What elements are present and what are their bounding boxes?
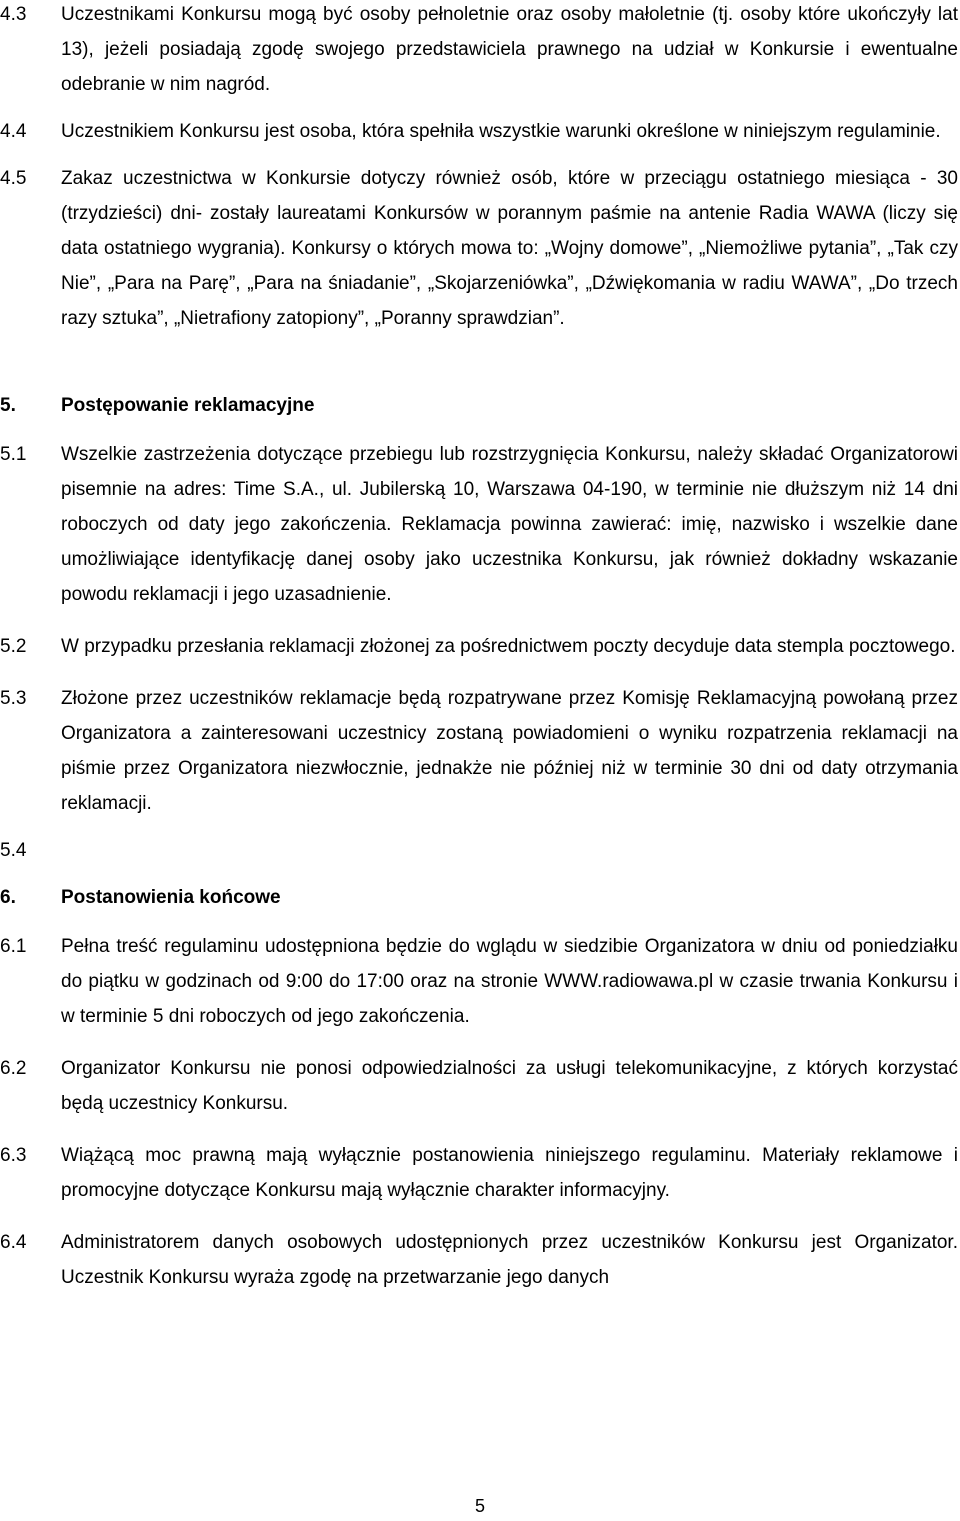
clause-6-1 [0,929,960,1034]
section-number: 6. [0,887,16,908]
clause-number: 4.5 [0,168,27,189]
section-heading-6 [0,880,960,915]
section-number: 5. [0,395,16,416]
clause-number: 5.2 [0,636,27,657]
clause-number: 6.3 [0,1145,27,1166]
clause-number: 6.1 [0,936,27,957]
clause-number: 5.3 [0,688,27,709]
clause-text: Zakaz uczestnictwa w Konkursie dotyczy również osób, które w przeciągu ostatniego miesiąca - 30 (trzydzieści) dni- zostały laureatami Konkursów w porannym paśmie na antenie Radia WAWA (liczy się data ostatniego wygrania). Konkursy o których mowa to: „Wojny domowe”, „Niemożliwe pytania”, „Tak czy Nie”, „Para na Parę”, „Para na śniadanie”, „Skojarzeniówka”, „Dźwiękomania w radiu WAWA”, „Do trzech razy sztuka”, „Nietrafiony zatopiony”, „Poranny sprawdzian”. [61,168,958,329]
clause-5-1 [0,437,960,612]
clause-number: 4.3 [0,4,27,25]
section-title: Postępowanie reklamacyjne [61,395,315,416]
clause-text: Złożone przez uczestników reklamacje będą rozpatrywane przez Komisję Reklamacyjną powołaną przez Organizatora a zainteresowani uczestnicy zostaną powiadomieni o wyniku rozpatrzenia reklamacji na piśmie przez Organizatora niezwłocznie, jednakże nie później niż w terminie 30 dni od daty otrzymania reklamacji. [61,688,958,814]
section-heading-5 [0,388,960,423]
clause-text: Uczestnikami Konkursu mogą być osoby pełnoletnie oraz osoby małoletnie (tj. osoby które ukończyły lat 13), jeżeli posiadają zgodę swojego przedstawiciela prawnego na udział w Konkursie i ewentualne odebranie w nim nagród. [61,4,958,95]
clause-text: Wszelkie zastrzeżenia dotyczące przebiegu lub rozstrzygnięcia Konkursu, należy składać Organizatorowi pisemnie na adres: Time S.A., ul. Jubilerską 10, Warszawa 04-190, w terminie nie dłuższym niż 14 dni roboczych od daty jego zakończenia. Reklamacja powinna zawierać: imię, nazwisko i wszelkie dane umożliwiające identyfikację danej osoby jako uczestnika Konkursu, jak również dokładny wskazanie powodu reklamacji i jego uzasadnienie. [61,444,958,605]
clause-6-2 [0,1051,960,1121]
page-number: 5 [474,1496,485,1516]
clause-5-2 [0,629,960,664]
clause-6-4 [0,1225,960,1295]
clause-number: 5.4 [0,840,27,861]
clause-text: Administratorem danych osobowych udostępnionych przez uczestników Konkursu jest Organizator. Uczestnik Konkursu wyraża zgodę na przetwarzanie jego danych [61,1232,958,1288]
clause-number: 4.4 [0,121,27,142]
clause-5-3 [0,681,960,821]
clause-text: Pełna treść regulaminu udostępniona będzie do wglądu w siedzibie Organizatora w dniu od poniedziałku do piątku w godzinach od 9:00 do 17:00 oraz na stronie WWW.radiowawa.pl w czasie trwania Konkursu i w terminie 5 dni roboczych od jego zakończenia. [61,936,958,1027]
section-title: Postanowienia końcowe [61,887,281,908]
clause-4-4 [0,114,960,149]
clause-text: Wiążącą moc prawną mają wyłącznie postanowienia niniejszego regulaminu. Materiały reklamowe i promocyjne dotyczące Konkursu mają wyłącznie charakter informacyjny. [61,1145,958,1201]
clause-6-3 [0,1138,960,1208]
clause-text: W przypadku przesłania reklamacji złożonej za pośrednictwem poczty decyduje data stempla pocztowego. [61,636,956,657]
clause-4-5 [0,161,960,336]
clause-text: Uczestnikiem Konkursu jest osoba, która spełniła wszystkie warunki określone w niniejszym regulaminie. [61,121,941,142]
clause-4-3 [0,0,960,102]
clause-number: 5.1 [0,444,27,465]
clause-number: 6.2 [0,1058,27,1079]
clause-text: Organizator Konkursu nie ponosi odpowiedzialności za usługi telekomunikacyjne, z których korzystać będą uczestnicy Konkursu. [61,1058,958,1114]
clause-number: 6.4 [0,1232,27,1253]
clause-5-4 [0,833,960,868]
